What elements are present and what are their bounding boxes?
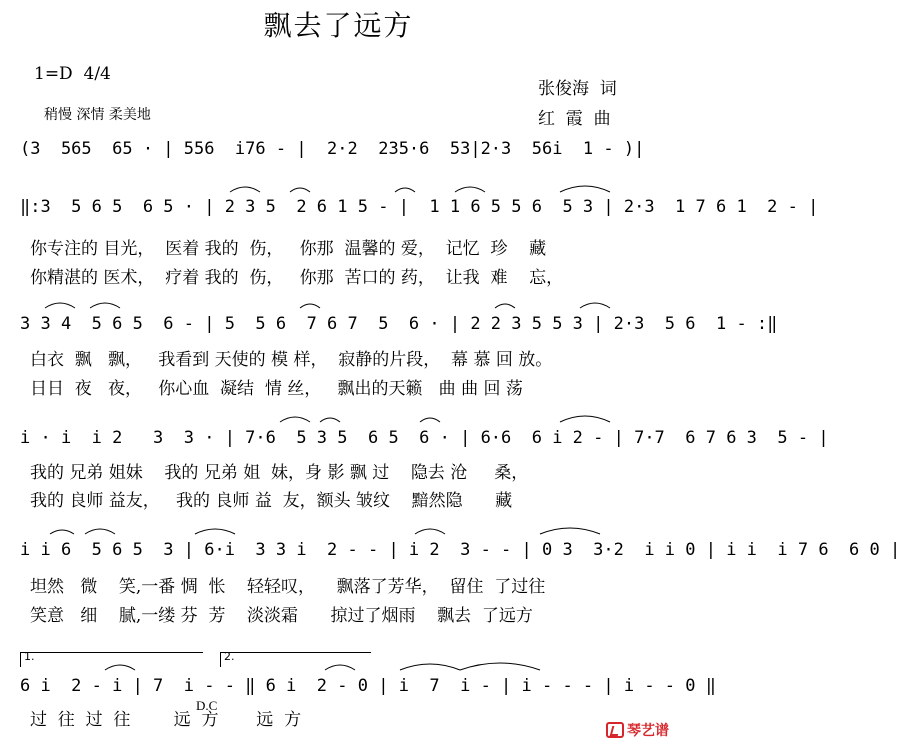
score-row-4-lyric-verse2: 笑意 细 腻,一缕 芬 芳 淡淡霜 掠过了烟雨 飘去 了远方 (30, 606, 533, 626)
slur (230, 187, 260, 192)
slur (580, 303, 610, 308)
score-row-2-notes: 3 3 4 5 6 5 6 - | 5 5 6 7 6 7 5 6 · | 2 2 3 5 5 3 | 2·3 5 6 1 - :‖ (20, 314, 778, 334)
score-row-5-notes: 6 i 2 - i | 7 i - - ‖ 6 i 2 - 0 | i 7 i - | i - - - | i - - 0 ‖ (20, 676, 716, 696)
volta-2-bracket (220, 652, 371, 667)
da-capo-marking: D.C (196, 698, 218, 713)
score-row-2-lyric-verse1: 白衣 飘 飘， 我看到 天使的 模 样， 寂静的片段， 幕 慕 回 放。 (30, 350, 553, 370)
score-row-3-lyric-verse1: 我的 兄弟 姐妹 我的 兄弟 姐 妹，身 影 飘 过 隐去 沧 桑， (30, 463, 529, 483)
slur (280, 417, 310, 422)
score-row-4-notes: i i 6 5 6 5 3 | 6·i 3 3 i 2 - - | i 2 3 - - | 0 3 3·2 i i 0 | i i i 7 6 6 0 | (20, 540, 900, 560)
slur (560, 416, 610, 422)
score-row-intro: (3 565 65 · | 556 i76 - | 2·2 235·6 53|2·3 56i 1 - )| (20, 139, 645, 159)
slur (320, 418, 340, 422)
watermark-logo (606, 720, 669, 740)
composer-credit: 红 霞 曲 (538, 109, 611, 129)
score-row-4-lyric-verse1: 坦然 微 笑,一番 惆 怅 轻轻叹， 飘落了芳华， 留住 了过往 (30, 577, 546, 597)
key-signature: 1=D 4/4 (34, 64, 111, 84)
volta-1-label: 1. (24, 650, 35, 663)
slur (90, 303, 120, 308)
volta-1-bracket (20, 652, 203, 667)
slur (460, 663, 540, 670)
score-row-3-notes: i · i i 2 3 3 · | 7·6 5 3 5 6 5 6 · | 6·6 6 i 2 - | 7·7 6 7 6 3 5 - | (20, 428, 829, 448)
score-row-2-lyric-verse2: 日日 夜 夜， 你心血 凝结 情 丝， 飘出的天籁 曲 曲 回 荡 (30, 379, 523, 399)
score-row-1-lyric-verse1: 你专注的 目光， 医着 我的 伤， 你那 温馨的 爱， 记忆 珍 藏 (30, 239, 547, 259)
slur (420, 418, 440, 422)
slur (50, 530, 74, 534)
slur (455, 187, 485, 192)
music-logo-icon (606, 722, 624, 738)
slur (395, 188, 415, 192)
slur (560, 186, 610, 192)
slur (540, 528, 600, 534)
score-row-1-lyric-verse2: 你精湛的 医术， 疗着 我的 伤， 你那 苦口的 药， 让我 难 忘， (30, 268, 564, 288)
score-row-5-lyric: 过 往 过 往 远 方 远 方 (30, 710, 302, 730)
song-title: 飘去了远方 (263, 9, 414, 42)
slur (300, 304, 320, 308)
slur (495, 304, 515, 308)
slur (45, 303, 75, 308)
score-row-3-lyric-verse2: 我的 良师 益友， 我的 良师 益 友，额头 皱纹 黯然隐 藏 (30, 491, 513, 511)
slur (195, 529, 235, 534)
volta-2-label: 2. (224, 650, 235, 663)
tempo-marking: 稍慢 深情 柔美地 (44, 107, 151, 123)
score-row-1-notes: ‖:3 5 6 5 6 5 · | 2 3 5 2 6 1 5 - | 1 1 6 5 5 6 5 3 | 2·3 1 7 6 1 2 - | (20, 197, 819, 217)
slur (400, 664, 460, 670)
slur (415, 529, 445, 534)
slur (290, 188, 310, 192)
slur (85, 529, 115, 534)
watermark-text: 琴艺谱 (627, 723, 669, 739)
lyricist-credit: 张俊海 词 (538, 79, 617, 99)
